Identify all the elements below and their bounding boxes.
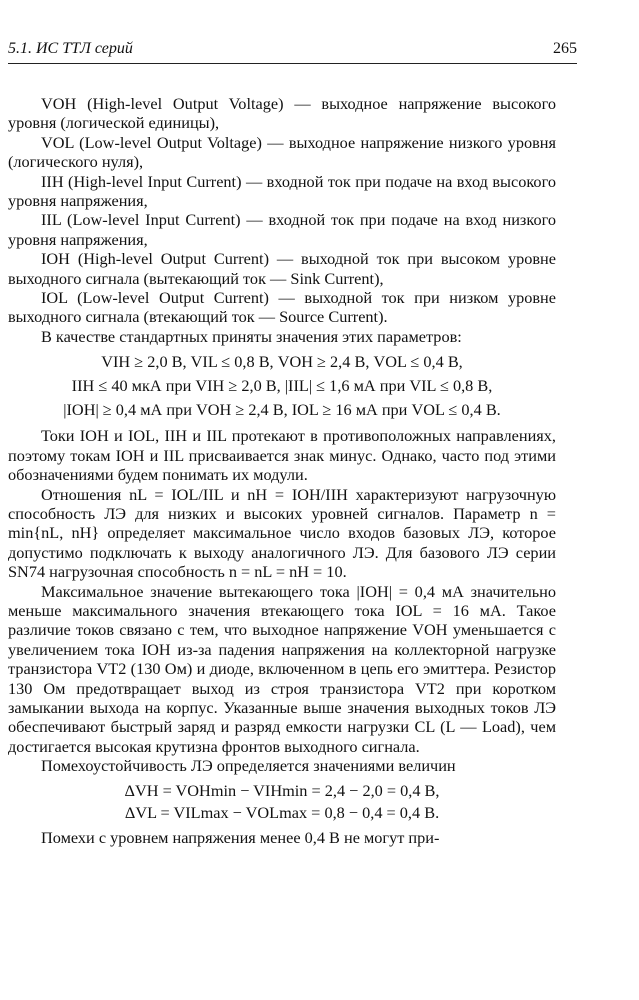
paragraph-iol: IOL (Low-level Output Current) — выходной ток при низком уровне выходного сигнала (втекающий ток — Source Current). — [8, 288, 556, 327]
paragraph-noise-tail: Помехи с уровнем напряжения менее 0,4 В не могут при- — [41, 827, 440, 847]
paragraph-iih: IIH (High-level Input Current) — входной ток при подаче на вход высокого уровня напряжения, — [8, 171, 556, 211]
formula-output-currents: |IOH| ≥ 0,4 мА при VOH ≥ 2,4 В, IOL ≥ 16 мА при VOL ≤ 0,4 В. — [63, 400, 501, 420]
page-number: 265 — [553, 40, 577, 57]
paragraph-noise-immunity: Помехоустойчивость ЛЭ определяется значениями величин — [41, 756, 456, 776]
formula-delta-vl: ΔVL = VILmax − VOLmax = 0,8 − 0,4 = 0,4 В. — [124, 802, 440, 822]
section-title: 5.1. ИС ТТЛ серий — [8, 40, 133, 57]
page-body — [8, 94, 556, 847]
formula-input-currents: IIH ≤ 40 мкА при VIH ≥ 2,0 В, |IIL| ≤ 1,6 мА при VIL ≤ 0,8 В, — [71, 376, 493, 396]
paragraph-ioh: IOH (High-level Output Current) — выходной ток при высоком уровне выходного сигнала (вытекающий ток — Sink Current), — [8, 249, 556, 288]
formula-delta-vh: ΔVH = VOHmin − VIHmin = 2,4 − 2,0 = 0,4 В, — [124, 780, 440, 800]
paragraph-standard-values: В качестве стандартных приняты значения этих параметров: — [41, 326, 462, 346]
paragraph-current-directions: Токи IOH и IOL, IIH и IIL протекают в противоположных направлениях, поэтому токам IOH и IIL присваивается знак минус. Однако, часто под этими обозначениями будем понимать их модули. — [8, 426, 556, 485]
paragraph-output-currents: Максимальное значение вытекающего тока |IOH| = 0,4 мА значительно меньше максимального значения втекающего тока IOL = 16 мА. Такое различие токов связано с тем, что выходное напряжение VOH уменьшается с увеличением тока IOH из-за падения напряжения на коллекторной нагрузке транзистора VT2 (130 Ом) и диоде, включенном в цепь его эмиттера. Резистор 130 Ом предотвращает выход из строя транзистора VT2 при коротком замыкании выхода на корпус. Указанные выше значения выходных токов ЛЭ обеспечивают быстрый заряд и разряд емкости нагрузки CL (L — Load), чем достигается высокая крутизна фронтов выходного сигнала. — [8, 581, 556, 756]
paragraph-vol: VOL (Low-level Output Voltage) — выходное напряжение низкого уровня (логического нуля), — [8, 132, 556, 172]
paragraph-fanout: Отношения nL = IOL/IIL и nH = IOH/IIH характеризуют нагрузочную способность ЛЭ для низких и высоких уровней сигналов. Параметр n = min{nL, nH} определяет максимальное число входов базовых ЛЭ, которое допустимо подключать к выходу аналогичного ЛЭ. Для базового ЛЭ серии SN74 нагрузочная способность n = nL = nH = 10. — [8, 484, 556, 582]
running-header — [8, 40, 577, 64]
paragraph-iil: IIL (Low-level Input Current) — входной ток при подаче на вход низкого уровня напряжения, — [8, 210, 556, 249]
formula-voltage-levels: VIH ≥ 2,0 В, VIL ≤ 0,8 В, VOH ≥ 2,4 В, VOL ≤ 0,4 В, — [101, 352, 463, 372]
paragraph-voh: VOH (High-level Output Voltage) — выходное напряжение высокого уровня (логической единицы), — [8, 94, 556, 133]
